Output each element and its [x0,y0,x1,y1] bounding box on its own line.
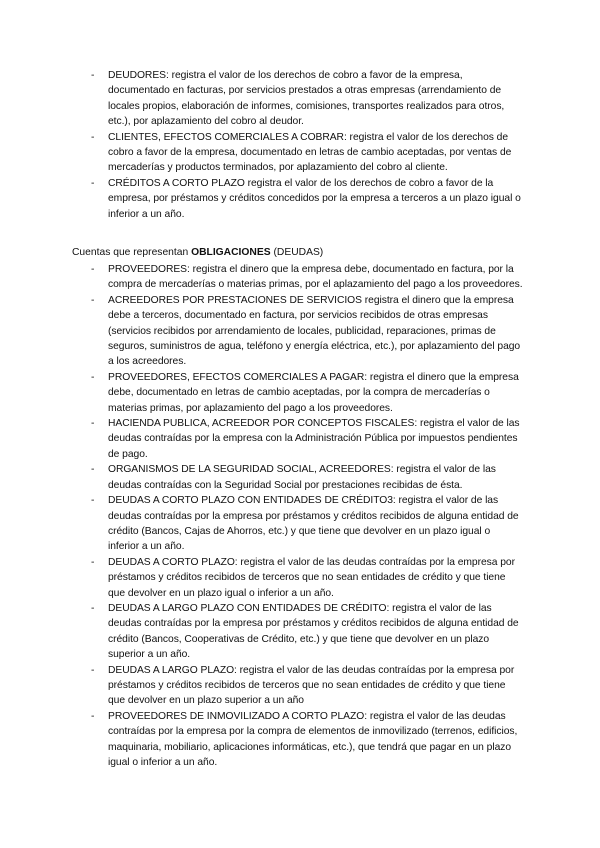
obligations-heading-bold: OBLIGACIONES [191,247,271,258]
bullet-dash: - [91,131,95,143]
bullet-dash: - [91,418,95,430]
bullet-dash: - [91,177,95,189]
list-item [0,130,523,176]
list-item [0,68,523,130]
bullet-dash: - [91,464,95,476]
list-item-text: HACIENDA PUBLICA, ACREEDOR POR CONCEPTOS FISCALES: registra el valor de las deudas contraídas por la empresa con la Administración Pública por impuestos pendientes de pago. [108,418,520,460]
list-item-text: CLIENTES, EFECTOS COMERCIALES A COBRAR: registra el valor de los derechos de cobro a favor de la empresa, documentado en letras de cambio aceptadas, por ventas de mercaderías y productos terminados, por aplazamiento del cobro al cliente. [108,131,512,174]
bullet-dash: - [91,664,95,676]
list-item [0,293,523,370]
list-item-text: DEUDORES: registra el valor de los derechos de cobro a favor de la empresa, documentado en facturas, por servicios prestados a otras empresas (arrendamiento de locales propios, elaboración de informes, comisiones, transportes realizados para otros, etc.), por aplazamiento del cobro al deudor. [108,70,505,128]
bullet-dash: - [91,602,95,614]
bullet-dash: - [91,264,95,275]
list-item [0,262,523,293]
rights-list [0,68,523,222]
list-item-text: DEUDAS A CORTO PLAZO CON ENTIDADES DE CRÉDITO3: registra el valor de las deudas contraídas por la empresa por préstamos y créditos recibidos de alguna entidad de crédito (Bancos, Cajas de Ahorros, etc.) y que tiene que devolver en un plazo igual o inferior a un año. [108,495,519,553]
list-item-text: PROVEEDORES DE INMOVILIZADO A CORTO PLAZO: registra el valor de las deudas contraídas por la empresa por la compra de elementos de inmovilizado (terrenos, edificios, maquinaria, mobiliario, aplicaciones informáticas, etc.), que tendrá que pagar en un plazo igual o inferior a un año. [108,710,518,768]
list-item [0,370,523,416]
list-item [0,462,523,493]
list-item [0,709,523,771]
bullet-dash: - [91,70,95,81]
obligations-heading [72,245,323,260]
obligations-heading-prefix: Cuentas que representan [72,247,192,258]
list-item-text: DEUDAS A LARGO PLAZO CON ENTIDADES DE CRÉDITO: registra el valor de las deudas contraídas por la empresa por préstamos y créditos recibidos de alguna entidad de crédito (Bancos, Cooperativas de Crédito, etc.) y que tiene que devolver en un plazo superior a un año. [108,602,519,661]
list-item [0,493,523,555]
list-item-text: ORGANISMOS DE LA SEGURIDAD SOCIAL, ACREEDORES: registra el valor de las deudas contraídas con la Seguridad Social por prestaciones recibidas de ésta. [108,464,496,491]
list-item-text: CRÉDITOS A CORTO PLAZO registra el valor de los derechos de cobro a favor de la empresa, por préstamos y créditos concedidos por la empresa a terceros a un plazo igual o inferior a un año. [108,177,521,220]
list-item-text: DEUDAS A CORTO PLAZO: registra el valor de las deudas contraídas por la empresa por préstamos y créditos recibidos de terceros que no sean entidades de crédito y que tiene que devolver en un plazo igual o inferior a un año. [108,556,515,599]
list-item [0,416,523,462]
list-item [0,663,523,709]
list-item [0,601,523,663]
list-item-text: PROVEEDORES, EFECTOS COMERCIALES A PAGAR: registra el dinero que la empresa debe, documentado en letras de cambio aceptadas, por la compra de mercaderías o materias primas, por aplazamiento del pago a los proveedores. [108,371,519,414]
list-item [0,555,523,601]
bullet-dash: - [91,294,95,306]
list-item [0,176,523,222]
list-item-text: ACREEDORES POR PRESTACIONES DE SERVICIOS registra el dinero que la empresa debe a terceros, documentado en factura, por servicios recibidos de otras empresas (servicios recibidos por arrendamiento de locales, publicidad, reparaciones, primas de seguros, suministros de agua, teléfono y energía eléctrica, etc.), por aplazamiento del pago a los acreedores. [108,294,521,368]
bullet-dash: - [91,495,95,507]
obligations-heading-suffix: (DEUDAS) [270,247,324,258]
bullet-dash: - [91,710,95,722]
bullet-dash: - [91,556,95,568]
obligations-list [0,262,523,770]
list-item-text: DEUDAS A LARGO PLAZO: registra el valor de las deudas contraídas por la empresa por préstamos y créditos recibidos de terceros que no sean entidades de crédito y que tiene que devolver en un plazo superior a un año [108,664,515,707]
list-item-text: PROVEEDORES: registra el dinero que la empresa debe, documentado en factura, por la compra de mercaderías o materias primas, por el aplazamiento del pago a los proveedores. [108,264,523,291]
bullet-dash: - [91,371,95,383]
